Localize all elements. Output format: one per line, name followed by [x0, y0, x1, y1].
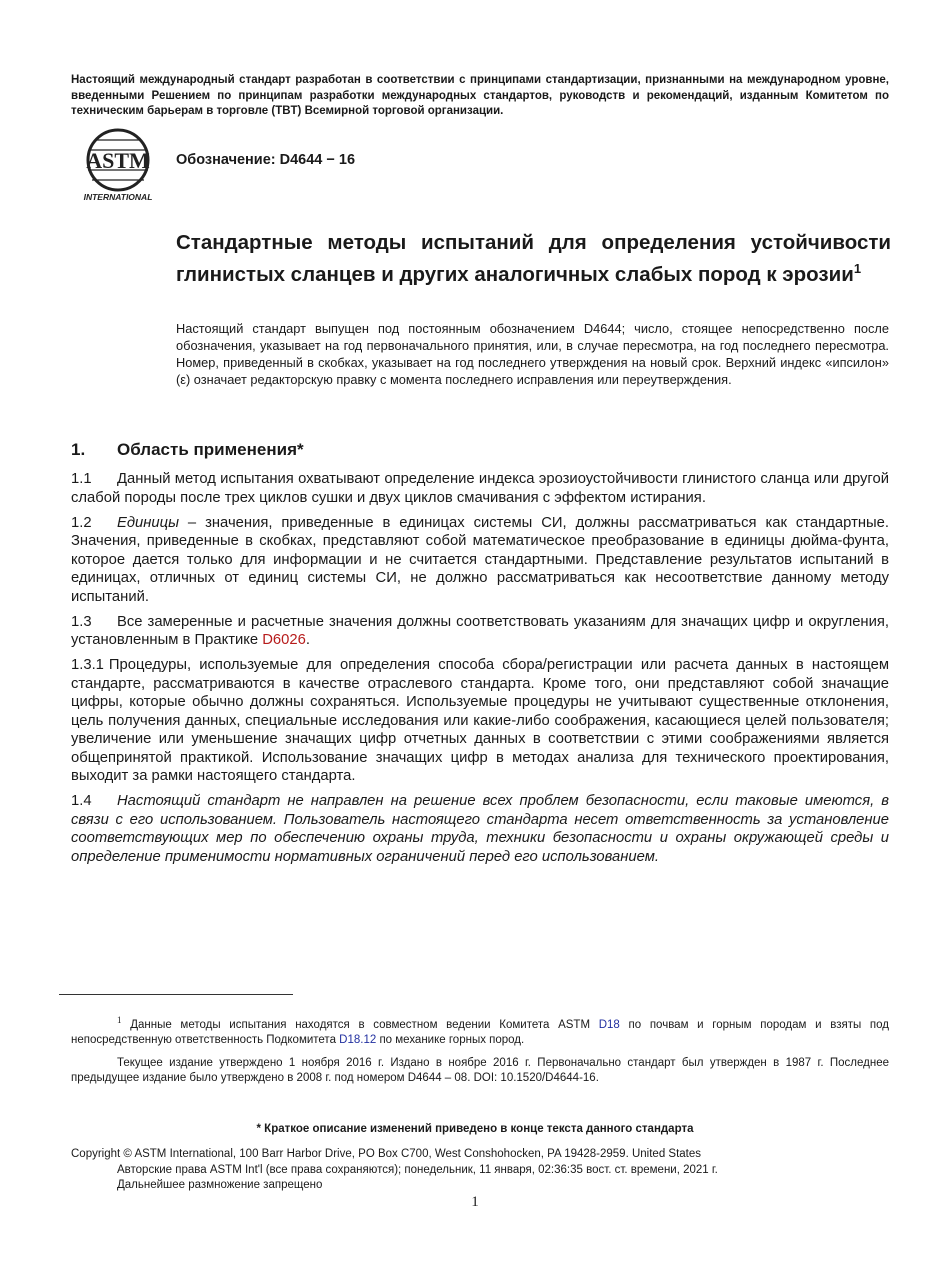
paragraph-end: . [305, 632, 310, 648]
page-title [176, 230, 891, 287]
paragraph-text: Настоящий стандарт не направлен на решение всех проблем безопасности, если таковые имеются, в связи с его использованием. Пользователь настоящего стандарта несет ответственность за установление соответствующих мер по обеспечению охраны труда, техники безопасности и охраны окружающей среды и определение применимости нормативных ограничений перед его использованием. [71, 793, 889, 865]
issued-note: Настоящий стандарт выпущен под постоянным обозначением D4644; число, стоящее непосредственно после обозначения, указывает на год первоначального принятия, или, в случае пересмотра, на год последнего пересмотра. Номер, приведенный в скобках, указывает на год последнего утверждения на новый срок. Верхний индекс «ипсилон» (ε) означает редакторскую правку с момента последнего исправления или переутверждения. [176, 321, 889, 387]
paragraph-1-4 [71, 792, 889, 866]
footnote-text: по почвам и горным породам и взяты под непосредственную ответственность Подкомитета [71, 1018, 889, 1047]
paragraph-number: 1.2 [71, 514, 92, 531]
section-number: 1. [71, 440, 86, 459]
paragraph-1-1 [71, 470, 889, 507]
copyright-block [71, 1147, 718, 1194]
copyright-line-3: Дальнейшее размножение запрещено [117, 1179, 323, 1191]
footnote-text: Данные методы испытания находятся в совместном ведении Комитета ASTM [121, 1018, 599, 1031]
section-title: Область применения* [117, 440, 304, 459]
astm-logo [76, 128, 160, 204]
paragraph-label: Единицы [117, 514, 179, 531]
footnote-edition: Текущее издание утверждено 1 ноября 2016 г. Издано в ноябре 2016 г. Первоначально стандарт был утвержден в 1987 г. Последнее предыдущее издание было утверждено в 2008 г. под номером D4644 – 08. DOI: 10.1520/D4644-16. [71, 1056, 889, 1085]
paragraph-1-3-1 [71, 656, 889, 786]
designation: Обозначение: D4644 − 16 [176, 152, 356, 168]
d18-link[interactable]: D18 [598, 1018, 620, 1031]
astm-logo-icon [76, 128, 160, 204]
paragraph-text: Процедуры, используемые для определения способа сбора/регистрации или расчета данных в настоящем стандарте, рассматриваются в качестве отраслевого стандарта. Кроме того, они представляют собой значащие цифры, которые обычно должны сохраняться. Используемые процедуры не учитывают существенные отклонения, цель получения данных, специальные исследования или какие-либо соображения, касающиеся целей пользователя; увеличение или уменьшение значащих цифр отчетных данных в соответствии с этими соображениями является общепринятой практикой. Использование значащих цифр в методах анализа для технического проектирования, выходит за рамки настоящего стандарта. [71, 657, 889, 784]
logo-subtext: INTERNATIONAL [83, 192, 153, 202]
footnote-divider [59, 994, 293, 995]
footnote-mark: 1 [117, 1015, 122, 1025]
paragraph-text: Все замеренные и расчетные значения должны соответствовать указаниям для значащих цифр и округления, установленным в Практике [71, 613, 889, 648]
title-footnote-mark[interactable]: 1 [853, 260, 862, 276]
paragraph-number: 1.3.1 [71, 657, 104, 673]
copyright-line-2: Авторские права ASTM Int'l (все права сохраняются); понедельник, 11 января, 02:36:35 вост. ст. времени, 2021 г. [117, 1163, 718, 1176]
paragraph-text: Данный метод испытания охватывают определение индекса эрозиоустойчивости глинистого сланца или другой слабой породы после трех циклов сушки и двух циклов смачивания с эффектом истирания. [71, 471, 889, 506]
change-note: * Краткое описание изменений приведено в конце текста данного стандарта [256, 1123, 694, 1135]
paragraph-text: – значения, приведенные в единицах системы СИ, должны рассматриваться как стандартные. Значения, приведенные в скобках, представляют собой математическое преобразование в единицы дюйма-фунта, которое дается только для информации и не считается стандартными. Представление результатов испытаний в единицах, отличных от единиц системы СИ, не должно рассматриваться как несоответствие данному методу испытаний. [71, 514, 889, 605]
footnote-1 [71, 1013, 889, 1049]
body-text [71, 470, 889, 873]
page-number: 1 [471, 1194, 479, 1210]
header-notice: Настоящий международный стандарт разработан в соответствии с принципами стандартизации, признанными на международном уровне, введенными Решением по принципам разработки международных стандартов, руководств и рекомендаций, изданным Комитетом по техническим барьерам в торговле (TBT) Всемирной торговой организации. [71, 74, 889, 117]
title-text: Стандартные методы испытаний для определения устойчивости глинистых сланцев и других аналогичных слабых пород к эрозии [176, 231, 891, 286]
d6026-link[interactable]: D6026 [262, 632, 306, 648]
d18-12-link[interactable]: D18.12 [339, 1034, 377, 1047]
section-heading [71, 440, 304, 460]
paragraph-number: 1.1 [71, 471, 92, 487]
footnotes [71, 1013, 889, 1094]
paragraph-number: 1.4 [71, 793, 92, 809]
paragraph-number: 1.3 [71, 613, 92, 630]
paragraph-1-2 [71, 514, 889, 607]
logo-wordmark: ASTM [86, 148, 150, 173]
paragraph-1-3 [71, 613, 889, 650]
footnote-text: по механике горных пород. [376, 1034, 525, 1047]
copyright-line-1: Copyright © ASTM International, 100 Barr Harbor Drive, PO Box C700, West Conshohocken, PA 19428-2959. United States [71, 1148, 702, 1160]
